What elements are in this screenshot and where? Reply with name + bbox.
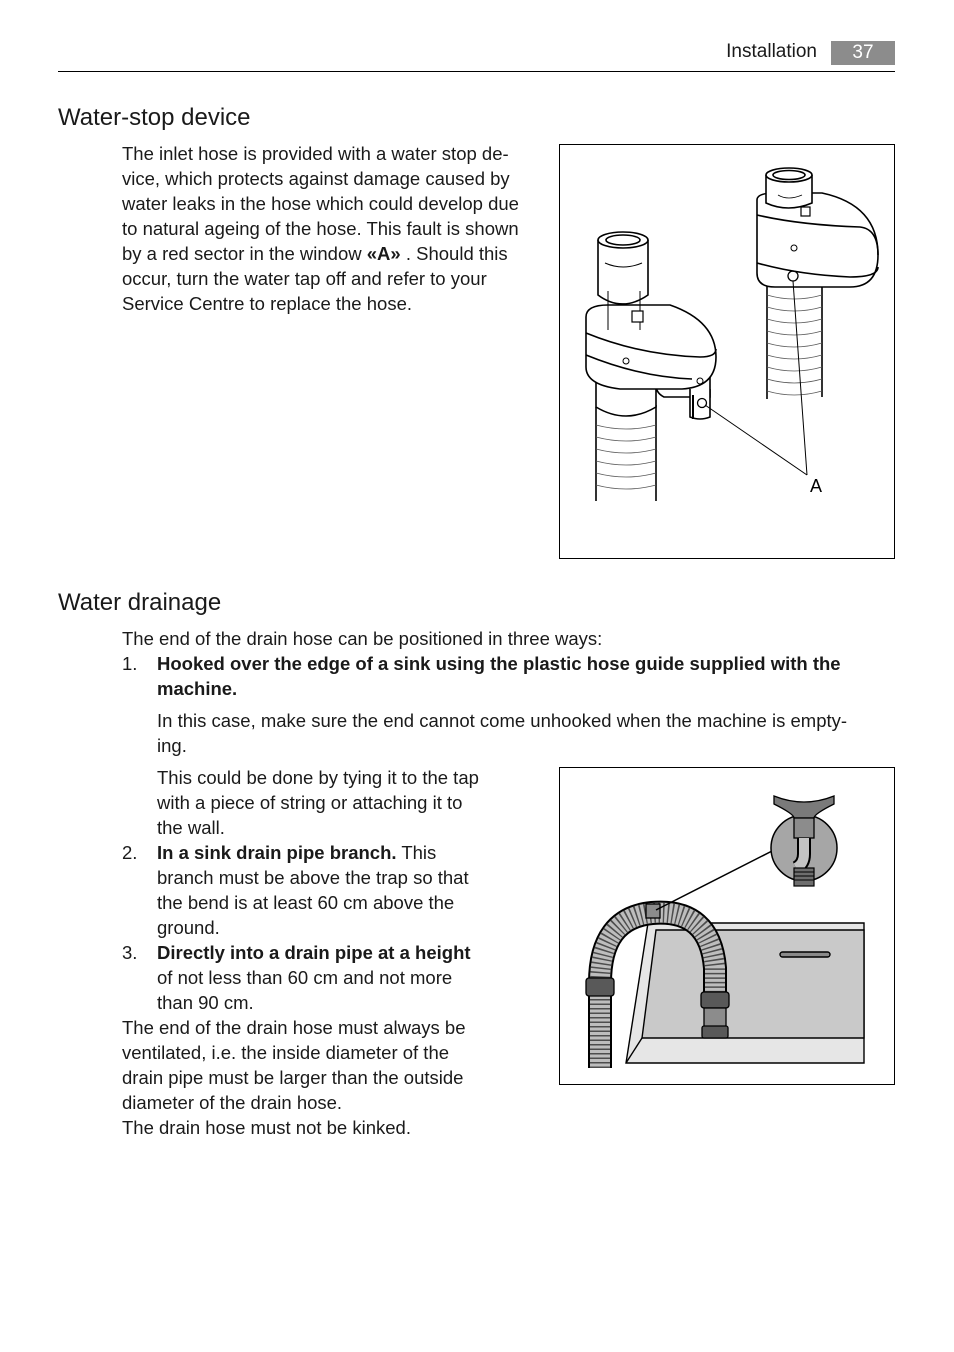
item1-heading: machine. — [157, 678, 238, 699]
item2-text: the bend is at least 60 cm above the — [157, 892, 455, 913]
item1-text: This could be done by tying it to the tap — [157, 767, 479, 788]
list-number: 1. — [122, 653, 138, 674]
water-stop-line: to natural ageing of the hose. This fault is shown — [122, 218, 519, 239]
page-number: 37 — [831, 41, 895, 65]
item1-text: ing. — [157, 735, 187, 756]
window-a-label: «A» — [366, 243, 401, 264]
list-number: 2. — [122, 842, 138, 863]
water-stop-illustration — [560, 145, 894, 558]
drainage-note: drain pipe must be larger than the outside — [122, 1067, 464, 1088]
item1-text: In this case, make sure the end cannot come unhooked when the machine is empty- — [157, 710, 848, 731]
drainage-note: The drain hose must not be kinked. — [122, 1117, 411, 1138]
drain-hose-figure — [559, 767, 895, 1085]
item2-text: branch must be above the trap so that — [157, 867, 469, 888]
water-stop-line: vice, which protects against damage caused by — [122, 168, 510, 189]
water-stop-line: occur, turn the water tap off and refer to your — [122, 268, 487, 289]
item2-text: In a sink drain pipe branch. This — [157, 842, 437, 863]
page-header — [58, 38, 895, 72]
item3-text: than 90 cm. — [157, 992, 254, 1013]
item3-text: of not less than 60 cm and not more — [157, 967, 453, 988]
item1-text: the wall. — [157, 817, 225, 838]
item1-heading: Hooked over the edge of a sink using the plastic hose guide supplied with the — [157, 653, 841, 674]
water-stop-figure — [559, 144, 895, 559]
water-stop-line: by a red sector in the window «A» . Should this — [122, 243, 508, 264]
drainage-note: The end of the drain hose must always be — [122, 1017, 466, 1038]
water-stop-line: The inlet hose is provided with a water stop de- — [122, 143, 509, 164]
item1-text: with a piece of string or attaching it to — [157, 792, 463, 813]
list-number: 3. — [122, 942, 138, 963]
drainage-note: diameter of the drain hose. — [122, 1092, 343, 1113]
water-drainage-title: Water drainage — [58, 589, 222, 616]
drain-hose-illustration — [560, 768, 894, 1084]
water-stop-title: Water-stop device — [58, 104, 251, 131]
section-name: Installation — [726, 41, 817, 62]
water-stop-line: Service Centre to replace the hose. — [122, 293, 412, 314]
water-stop-line: water leaks in the hose which could develop due — [122, 193, 519, 214]
item3-heading: Directly into a drain pipe at a height — [157, 942, 471, 963]
window-a-callout: A — [810, 476, 823, 496]
drainage-intro: The end of the drain hose can be positioned in three ways: — [122, 628, 603, 649]
item2-text: ground. — [157, 917, 220, 938]
drainage-note: ventilated, i.e. the inside diameter of the — [122, 1042, 450, 1063]
